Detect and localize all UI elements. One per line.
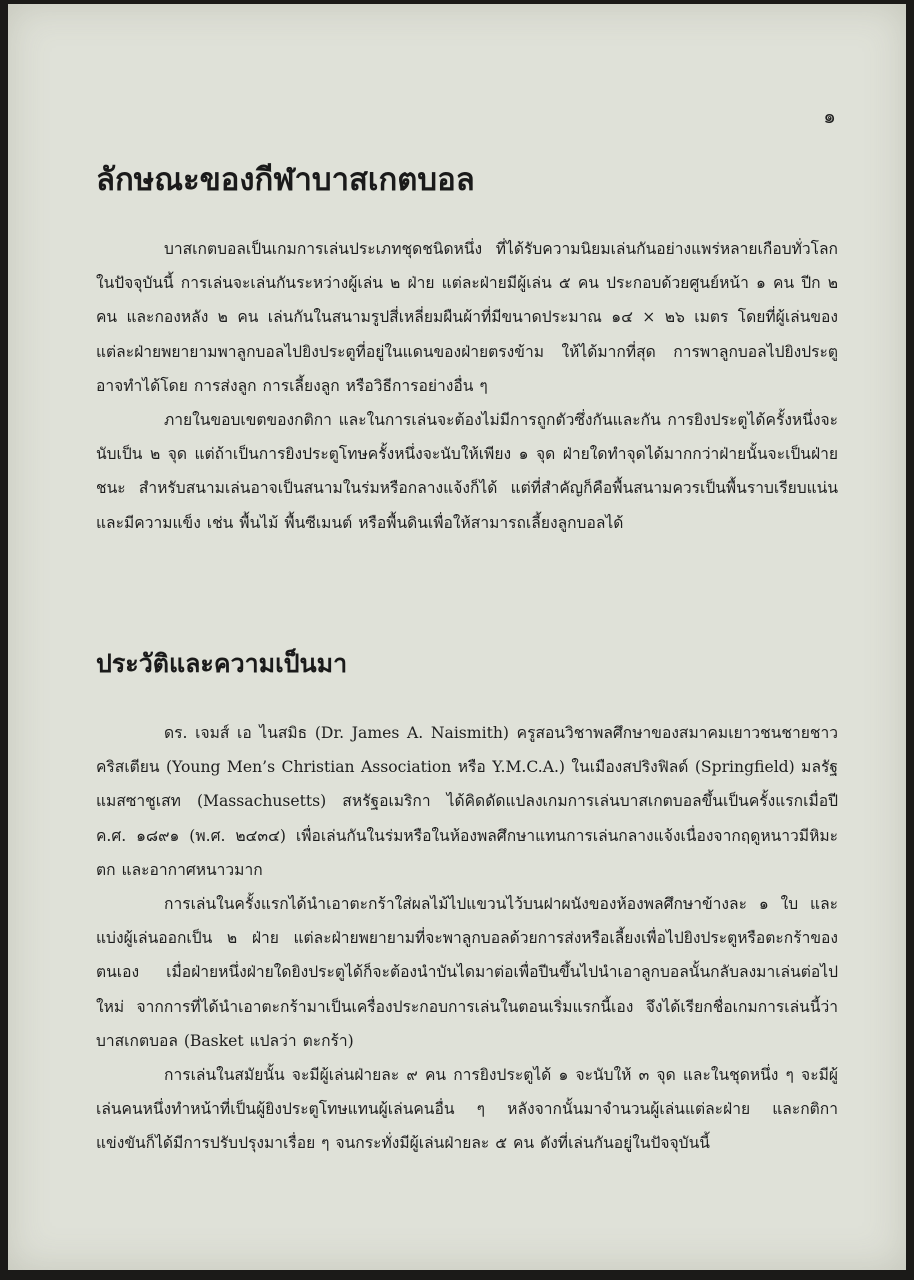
page-number: ๑	[823, 104, 836, 128]
section-characteristics	[96, 232, 838, 540]
paragraph: บาสเกตบอลเป็นเกมการเล่นประเภทชุดชนิดหนึ่ง ที่ได้รับความนิยมเล่นกันอย่างแพร่หลายเกือบทั่วโลก ในปัจจุบันนี้ การเล่นจะเล่นกันระหว่างผู้เล่น ๒ ฝ่าย แต่ละฝ่ายมีผู้เล่น ๕ คน ประกอบด้วยศูนย์หน้า ๑ คน ปีก ๒ คน และกองหลัง ๒ คน เล่นกันในสนามรูปสี่เหลี่ยมผืนผ้าที่มีขนาดประมาณ ๑๔ × ๒๖ เมตร โดยที่ผู้เล่นของแต่ละฝ่ายพยายามพาลูกบอลไปยิงประตูที่อยู่ในแดนของฝ่ายตรงข้าม ให้ได้มากที่สุด การพาลูกบอลไปยิงประตูอาจทำได้โดย การส่งลูก การเลี้ยงลูก หรือวิธีการอย่างอื่น ๆ	[96, 240, 838, 395]
section-history	[96, 716, 838, 1161]
paragraph: การเล่นในสมัยนั้น จะมีผู้เล่นฝ่ายละ ๙ คน การยิงประตูได้ ๑ จะนับให้ ๓ จุด และในชุดหนึ่ง ๆ จะมีผู้เล่นคนหนึ่งทำหน้าที่เป็นผู้ยิงประตูโทษแทนผู้เล่นคนอื่น ๆ หลังจากนั้นมาจำนวนผู้เล่นแต่ละฝ่าย และกติกาแข่งขันก็ได้มีการปรับปรุงมาเรื่อย ๆ จนกระทั่งมีผู้เล่นฝ่ายละ ๕ คน ดังที่เล่นกันอยู่ในปัจจุบันนี้	[96, 1066, 838, 1153]
paragraph: การเล่นในครั้งแรกได้นำเอาตะกร้าใส่ผลไม้ไปแขวนไว้บนฝาผนังของห้องพลศึกษาข้างละ ๑ ใบ และแบ่งผู้เล่นออกเป็น ๒ ฝ่าย แต่ละฝ่ายพยายามที่จะพาลูกบอลด้วยการส่งหรือเลี้ยงเพื่อไปยิงประตูหรือตะกร้าของตนเอง เมื่อฝ่ายหนึ่งฝ่ายใดยิงประตูได้ก็จะต้องนำบันไดมาต่อเพื่อปีนขึ้นไปนำเอาลูกบอลนั้นกลับลงมาเล่นต่อไปใหม่ จากการที่ได้นำเอาตะกร้ามาเป็นเครื่องประกอบการเล่นในตอนเริ่มแรกนี้เอง จึงได้เรียกชื่อเกมการเล่นนี้ว่าบาสเกตบอล (Basket แปลว่า ตะกร้า)	[96, 895, 838, 1050]
section-title-characteristics: ลักษณะของกีฬาบาสเกตบอล	[96, 162, 475, 198]
section-title-history: ประวัติและความเป็นมา	[96, 649, 348, 678]
document-page	[8, 4, 906, 1270]
paragraph: ภายในขอบเขตของกติกา และในการเล่นจะต้องไม่มีการถูกตัวซึ่งกันและกัน การยิงประตูได้ครั้งหนึ่งจะนับเป็น ๒ จุด แต่ถ้าเป็นการยิงประตูโทษครั้งหนึ่งจะนับให้เพียง ๑ จุด ฝ่ายใดทำจุดได้มากกว่าฝ่ายนั้นจะเป็นฝ่ายชนะ สำหรับสนามเล่นอาจเป็นสนามในร่มหรือกลางแจ้งก็ได้ แต่ที่สำคัญก็คือพื้นสนามควรเป็นพื้นราบเรียบแน่นและมีความแข็ง เช่น พื้นไม้ พื้นซีเมนต์ หรือพื้นดินเพื่อให้สามารถเลี้ยงลูกบอลได้	[96, 411, 838, 532]
paragraph: ดร. เจมส์ เอ ไนสมิธ (Dr. James A. Naismith) ครูสอนวิชาพลศึกษาของสมาคมเยาวชนชายชาวคริสเตียน (Young Men’s Christian Association หรือ Y.M.C.A.) ในเมืองสปริงฟิลด์ (Springfield) มลรัฐแมสซาชูเสท (Massachusetts) สหรัฐอเมริกา ได้คิดดัดแปลงเกมการเล่นบาสเกตบอลขึ้นเป็นครั้งแรกเมื่อปี ค.ศ. ๑๘๙๑ (พ.ศ. ๒๔๓๔) เพื่อเล่นกันในร่มหรือในห้องพลศึกษาแทนการเล่นกลางแจ้งเนื่องจากฤดูหนาวมีหิมะตก และอากาศหนาวมาก	[96, 724, 838, 879]
